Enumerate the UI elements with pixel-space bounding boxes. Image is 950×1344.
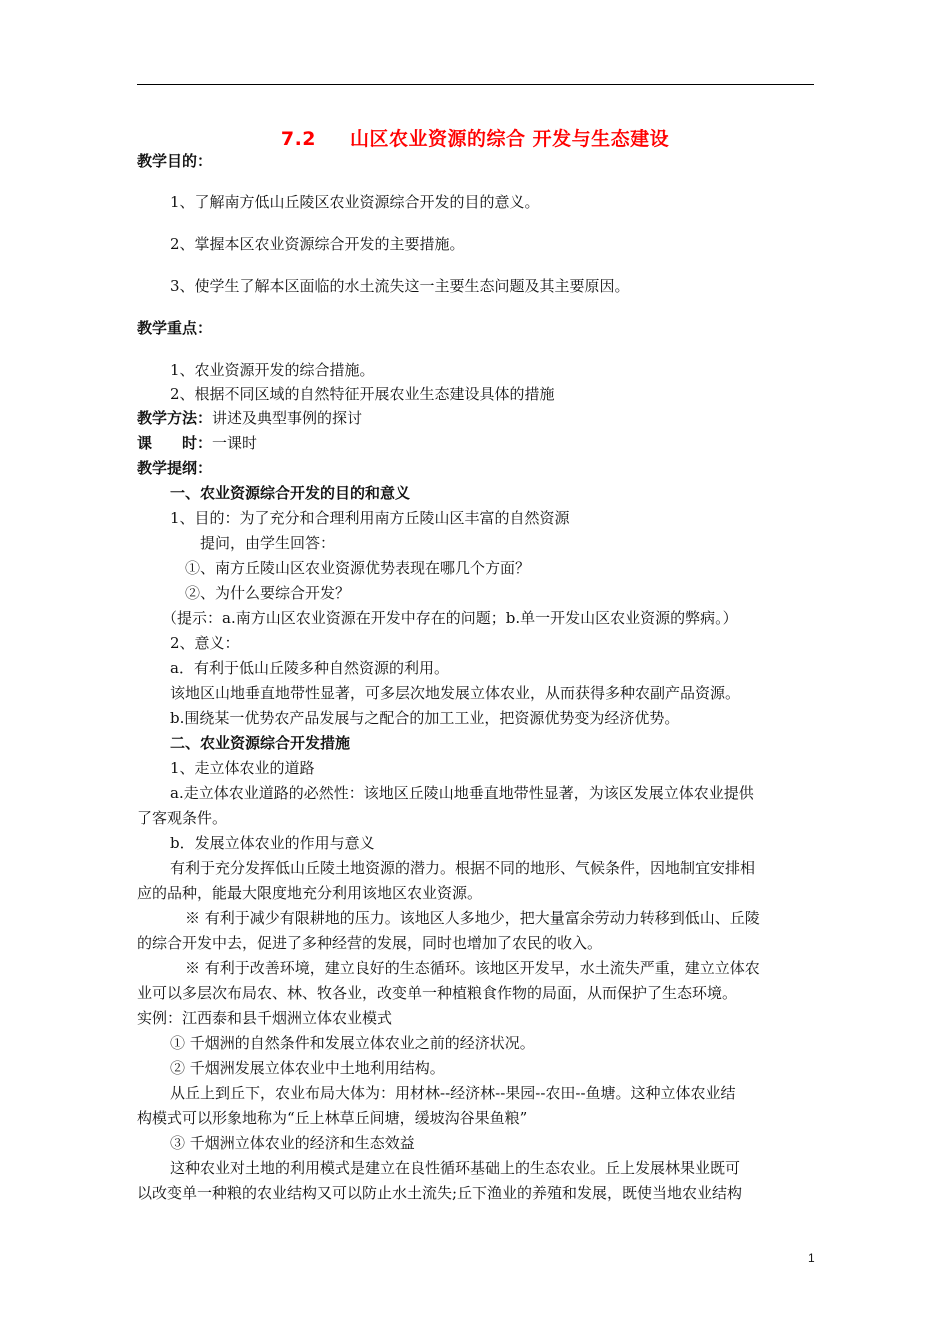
outline-line: 1、目的：为了充分和合理利用南方丘陵山区丰富的自然资源 <box>170 509 570 527</box>
outline-line: 构模式可以形象地称为“丘上林草丘间塘，缓坡沟谷果鱼粮” <box>137 1109 528 1127</box>
objective-3: 3、使学生了解本区面临的水土流失这一主要生态问题及其主要原因。 <box>170 277 630 295</box>
outline-line: ② 千烟洲发展立体农业中土地利用结构。 <box>170 1059 445 1077</box>
outline-line: ※ 有利于改善环境，建立良好的生态循环。该地区开发早，水土流失严重，建立立体农 <box>185 959 760 977</box>
page-number: 1 <box>808 1251 815 1265</box>
outline-line: b.围绕某一优势农产品发展与之配合的加工工业，把资源优势变为经济优势。 <box>170 709 680 727</box>
teaching-method-value: 讲述及典型事例的探讨 <box>212 409 363 427</box>
objective-2: 2、掌握本区农业资源综合开发的主要措施。 <box>170 235 465 253</box>
header-rule <box>137 84 814 85</box>
page-title <box>0 124 950 151</box>
outline-line: 1、走立体农业的道路 <box>170 759 315 777</box>
outline-line: 了客观条件。 <box>137 809 228 827</box>
outline-line: 提问，由学生回答： <box>200 534 336 552</box>
outline-line: 实例：江西泰和县千烟洲立体农业模式 <box>137 1009 393 1027</box>
outline-line: （提示：a.南方山区农业资源在开发中存在的问题；b.单一开发山区农业资源的弊病。） <box>162 609 738 627</box>
section-heading-objectives: 教学目的： <box>137 152 213 170</box>
outline-line: 有利于充分发挥低山丘陵土地资源的潜力。根据不同的地形、气候条件，因地制宜安排相 <box>170 859 756 877</box>
title-text: 山区农业资源的综合 开发与生态建设 <box>350 128 670 150</box>
outline-line: ①、南方丘陵山区农业资源优势表现在哪几个方面？ <box>185 559 531 577</box>
outline-line: 这种农业对土地的利用模式是建立在良性循环基础上的生态农业。丘上发展林果业既可 <box>170 1159 741 1177</box>
outline-line: 该地区山地垂直地带性显著，可多层次地发展立体农业，从而获得多种农副产品资源。 <box>170 684 741 702</box>
outline-line: 2、意义： <box>170 634 240 652</box>
key-point-1: 1、农业资源开发的综合措施。 <box>170 361 375 379</box>
outline-line: 的综合开发中去，促进了多种经营的发展，同时也增加了农民的收入。 <box>137 934 603 952</box>
teaching-method-label: 教学方法： <box>137 409 213 427</box>
teaching-method-line <box>137 407 362 429</box>
outline-line: b．发展立体农业的作用与意义 <box>170 834 375 852</box>
class-hours-line <box>137 432 257 454</box>
section-heading-outline: 教学提纲： <box>137 459 213 477</box>
outline-line: ③ 千烟洲立体农业的经济和生态效益 <box>170 1134 415 1152</box>
outline-line: a．有利于低山丘陵多种自然资源的利用。 <box>170 659 449 677</box>
outline-line: 业可以多层次布局农、林、牧各业，改变单一种植粮食作物的局面，从而保护了生态环境。 <box>137 984 738 1002</box>
outline-heading-2: 二、农业资源综合开发措施 <box>170 734 351 752</box>
outline-line: a.走立体农业道路的必然性：该地区丘陵山地垂直地带性显著，为该区发展立体农业提供 <box>170 784 754 802</box>
outline-line: ※ 有利于减少有限耕地的压力。该地区人多地少，把大量富余劳动力转移到低山、丘陵 <box>185 909 760 927</box>
title-number: 7.2 <box>280 128 317 150</box>
class-hours-label: 课 时： <box>137 434 213 452</box>
outline-line: 应的品种，能最大限度地充分利用该地区农业资源。 <box>137 884 483 902</box>
class-hours-value: 一课时 <box>212 434 258 452</box>
section-heading-key-points: 教学重点： <box>137 319 213 337</box>
outline-line: ① 千烟洲的自然条件和发展立体农业之前的经济状况。 <box>170 1034 535 1052</box>
objective-1: 1、了解南方低山丘陵区农业资源综合开发的目的意义。 <box>170 193 540 211</box>
key-point-2: 2、根据不同区域的自然特征开展农业生态建设具体的措施 <box>170 385 555 403</box>
outline-line: ②、为什么要综合开发？ <box>185 584 351 602</box>
outline-line: 从丘上到丘下，农业布局大体为：用材林--经济林--果园--农田--鱼塘。这种立体农业结 <box>170 1084 736 1102</box>
outline-line: 以改变单一种粮的农业结构又可以防止水土流失;丘下渔业的养殖和发展，既使当地农业结构 <box>137 1184 743 1202</box>
outline-heading-1: 一、农业资源综合开发的目的和意义 <box>170 484 411 502</box>
